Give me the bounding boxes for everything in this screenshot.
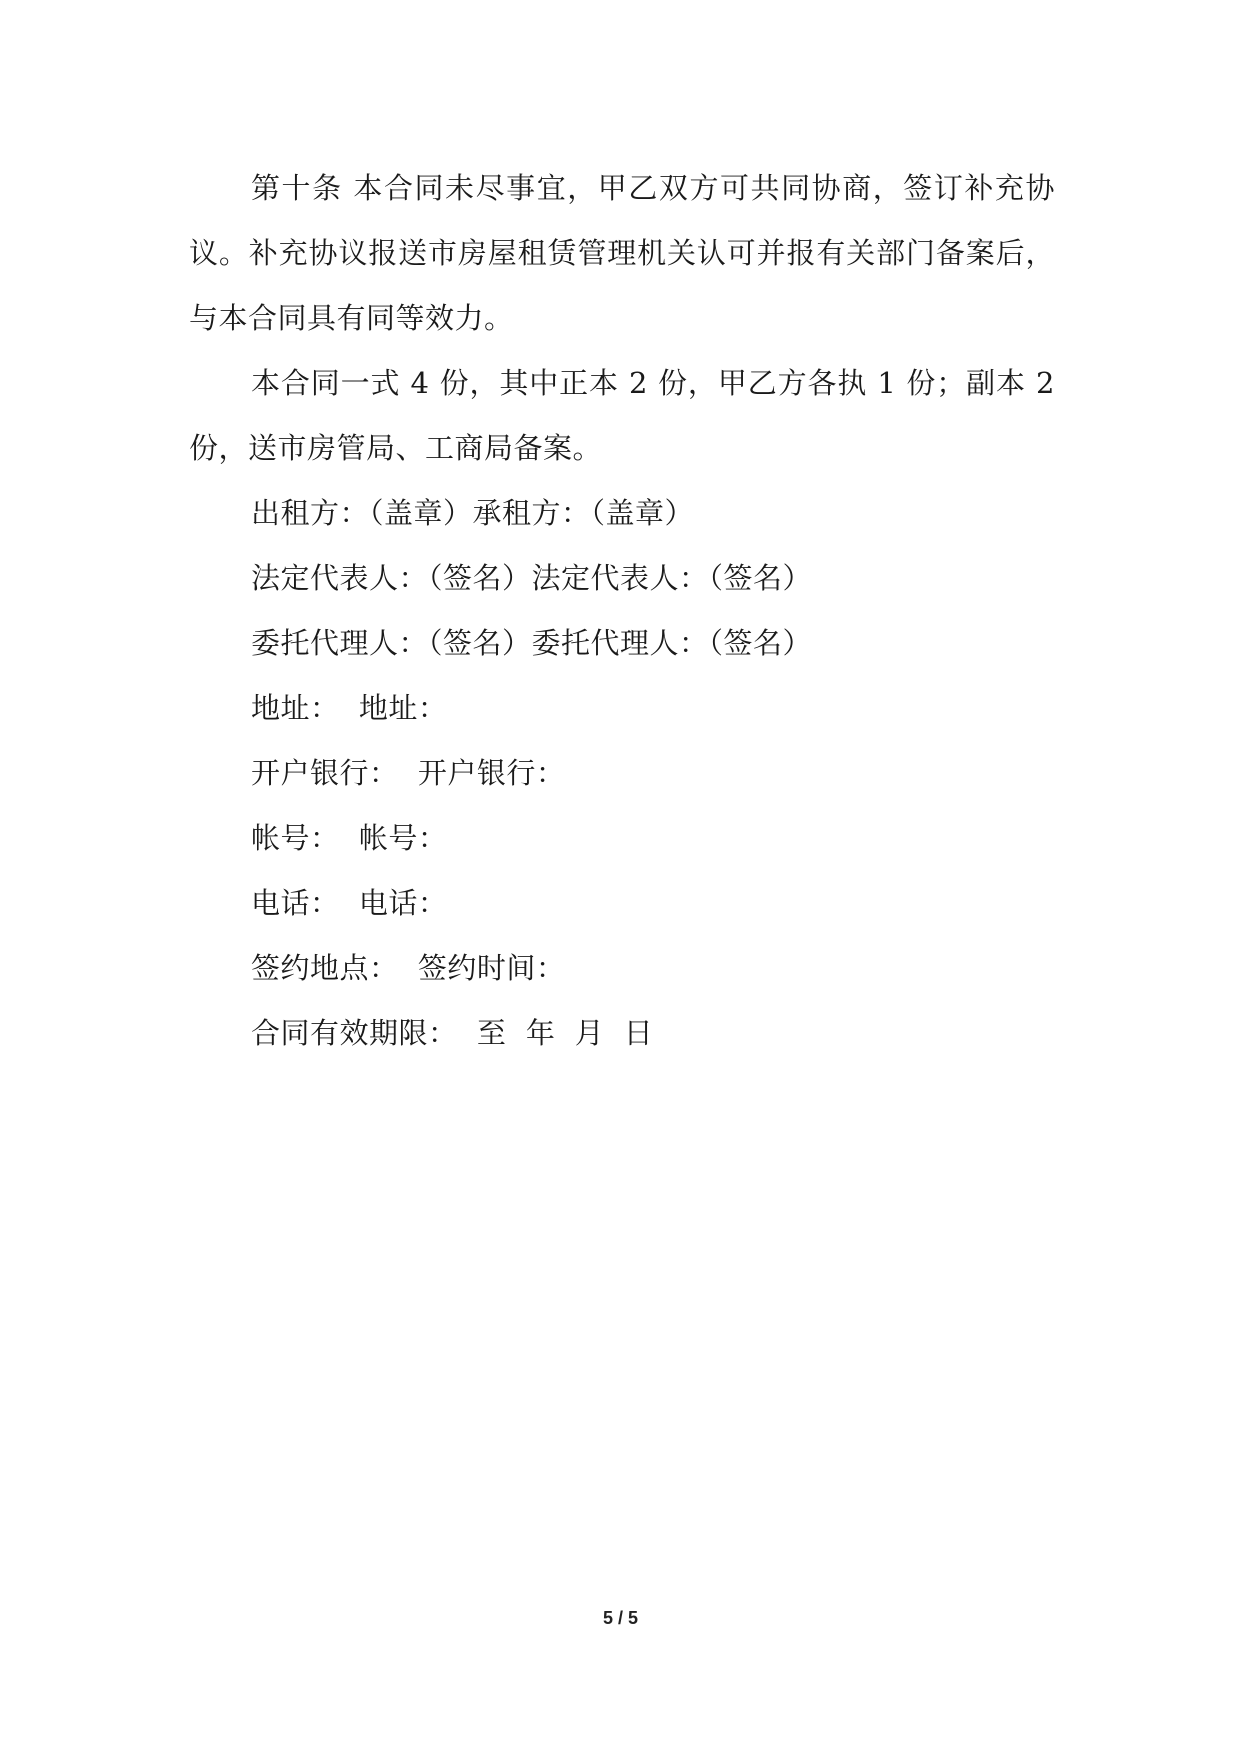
legal-representative-line: 法定代表人：（签名）法定代表人：（签名） bbox=[251, 561, 813, 595]
authorized-agent-line: 委托代理人：（签名）委托代理人：（签名） bbox=[251, 626, 813, 660]
signing-place-time-line: 签约地点： 签约时间： bbox=[251, 951, 566, 985]
document-body bbox=[189, 156, 1055, 1066]
contract-validity-line: 合同有效期限： 至 年 月 日 bbox=[251, 1016, 654, 1050]
address-line: 地址： 地址： bbox=[251, 691, 448, 725]
article-ten-paragraph: 第十条 本合同未尽事宜，甲乙双方可共同协商，签订补充协议。补充协议报送市房屋租赁管理机关认可并报有关部门备案后，与本合同具有同等效力。 bbox=[189, 171, 1055, 335]
page-number: 5 / 5 bbox=[602, 1608, 639, 1628]
copies-paragraph: 本合同一式 4 份，其中正本 2 份，甲乙方各执 1 份；副本 2 份，送市房管局、工商局备案。 bbox=[189, 366, 1055, 465]
phone-line: 电话： 电话： bbox=[251, 886, 448, 920]
bank-line: 开户银行： 开户银行： bbox=[251, 756, 566, 790]
account-number-line: 帐号： 帐号： bbox=[251, 821, 448, 855]
party-seal-line: 出租方：（盖章）承租方：（盖章） bbox=[251, 496, 695, 530]
